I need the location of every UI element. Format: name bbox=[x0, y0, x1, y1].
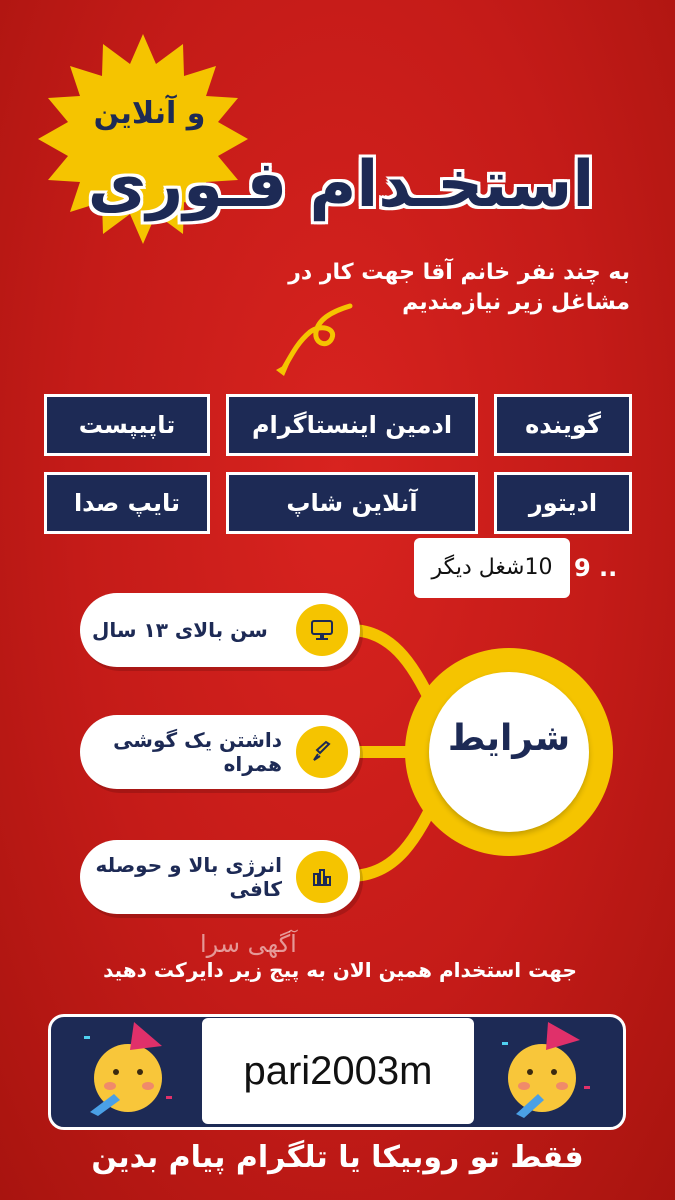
job-typist: تاپیپست bbox=[44, 394, 210, 456]
condition-energy-text: انرژی بالا و حوصله کافی bbox=[95, 853, 282, 901]
condition-energy bbox=[80, 840, 360, 914]
more-jobs-box: 10شغل دیگر bbox=[414, 538, 570, 598]
username-handle[interactable]: pari2003m bbox=[202, 1018, 474, 1124]
watermark: آگهی سرا bbox=[200, 930, 297, 958]
curly-arrow-icon bbox=[270, 298, 360, 378]
more-jobs-prefix: 9 .. bbox=[574, 554, 618, 582]
call-to-action: جهت استخدام همین الان به پیج زیر دایرکت دهید bbox=[103, 958, 577, 982]
subtitle-line-1: به چند نفر خانم آقا جهت کار در bbox=[288, 260, 630, 285]
page-title: استخـدام فـوری bbox=[87, 148, 595, 222]
job-editor: ادیتور bbox=[494, 472, 632, 534]
monitor-icon bbox=[296, 604, 348, 656]
condition-age bbox=[80, 593, 360, 667]
job-voice-typing: تایپ صدا bbox=[44, 472, 210, 534]
footer-note: فقط تو روبیکا یا تلگرام پیام بدین bbox=[91, 1140, 584, 1175]
conditions-title: شرایط bbox=[447, 718, 571, 759]
badge-text: و آنلاین bbox=[93, 96, 206, 131]
bar-chart-icon bbox=[296, 851, 348, 903]
job-speaker: گوینده bbox=[494, 394, 632, 456]
job-instagram-admin: ادمین اینستاگرام bbox=[226, 394, 478, 456]
subtitle-line-2: مشاغل زیر نیازمندیم bbox=[402, 290, 630, 315]
condition-phone bbox=[80, 715, 360, 789]
party-face-icon bbox=[490, 1016, 600, 1126]
condition-age-text: سن بالای ۱۳ سال bbox=[92, 618, 268, 642]
job-online-shop: آنلاین شاپ bbox=[226, 472, 478, 534]
condition-phone-text: داشتن یک گوشی همراه bbox=[113, 728, 282, 776]
party-face-icon bbox=[70, 1016, 180, 1126]
rocket-icon bbox=[296, 726, 348, 778]
